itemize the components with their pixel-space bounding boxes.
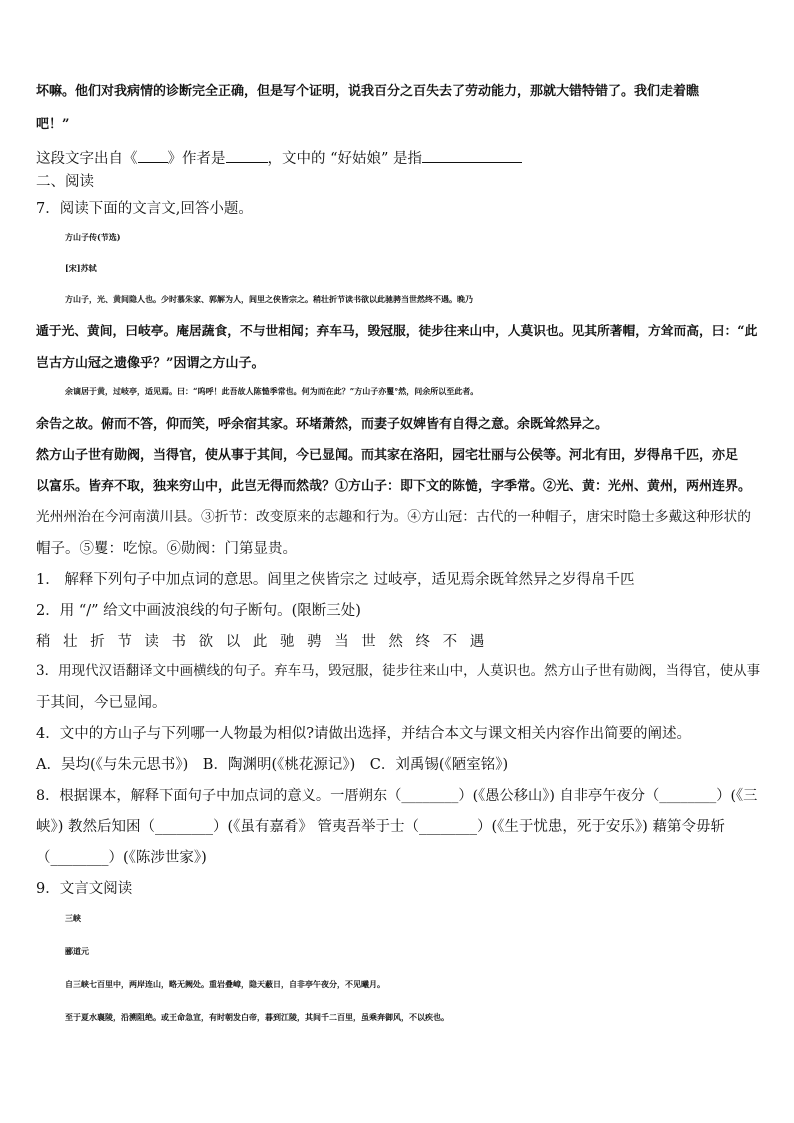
section-heading: 二、阅读: [36, 174, 94, 190]
text-line: （________）(《陈涉世家》): [36, 850, 207, 866]
question-2: 2．用 “/” 给文中画波浪线的句子断句。(限断三处): [36, 603, 361, 619]
answer-blank[interactable]: [138, 148, 168, 163]
text-line: 坏嘛。他们对我病情的诊断完全正确，但是写个证明，说我百分之百失去了劳动能力，那就大错特错了。我们走着瞧: [36, 84, 700, 99]
text-line: 以富乐。皆弃不取，独来穷山中，此岂无得而然哉？①方山子：即下文的陈慥，字季常。②光、黄：光州、黄州，两州连界。: [36, 479, 752, 494]
text-line: 然方山子世有勋阀，当得官，使从事于其间，今已显闻。而其家在洛阳，园宅壮丽与公侯等。河北有田，岁得帛千匹，亦足: [36, 448, 739, 463]
text-line: 于其间，今已显闻。: [36, 695, 167, 711]
sentence-to-punctuate: 稍 壮 折 节 读 书 欲 以 此 驰 骋 当 世 然 终 不 遇: [36, 634, 489, 650]
text-line: 余告之故。俯而不答，仰而笑，呼余宿其家。环堵萧然，而妻子奴婢皆有自得之意。余既耸然异之。: [36, 417, 609, 432]
text-line: 岂古方山冠之遗像乎？”因谓之方山子。: [36, 356, 265, 371]
text-line: 方山子，光、黄间隐人也。少时慕朱家、郭解为人，闾里之侠皆宗之。稍壮折节读书欲以此驰骋当世然终不遇。晚乃: [65, 294, 473, 304]
question-1: 1． 解释下列句子中加点词的意思。闾里之侠皆宗之 过岐亭，适见焉余既耸然异之岁得帛千匹: [36, 572, 635, 588]
text-line: 吧！”: [36, 117, 70, 132]
passage-author: 郦道元: [65, 946, 89, 956]
text-line: 遁于光、黄间，曰岐亭。庵居蔬食，不与世相闻；弃车马，毁冠服，徒步往来山中，人莫识也。见其所著帽，方耸而高，曰：“此: [36, 324, 758, 339]
options: A．吴均(《与朱元思书》) B．陶渊明(《桃花源记》) C．刘禹锡(《陋室铭》): [36, 757, 509, 773]
answer-blank[interactable]: [226, 148, 268, 163]
text-line: 帽子。⑤矍：吃惊。⑥勋阀：门第显贵。: [36, 541, 297, 557]
answer-blank[interactable]: [422, 148, 522, 163]
question-4: 4．文中的方山子与下列哪一人物最为相似?请做出选择，并结合本文与课文相关内容作出简要的阐述。: [36, 726, 691, 742]
question-heading: 7．阅读下面的文言文,回答小题。: [36, 201, 253, 217]
text-line: 光州州治在今河南潢川县。③折节：改变原来的志趣和行为。④方山冠：古代的一种帽子，唐宋时隐士多戴这种形状的: [36, 509, 752, 525]
question-8: 8．根据课本，解释下面句子中加点词的意义。一厝朔东（________）(《愚公移山》) 自非亭午夜分（________）(《三: [36, 788, 758, 804]
text-line: 峡》) 教然后知困（________）(《虽有嘉肴》 管夷吾举于士（________）(《生于忧患，死于安乐》) 藉第令毋斩: [36, 819, 725, 835]
text-line: 余谪居于黄，过岐亭，适见焉。曰：“呜呼！此吾故人陈慥季常也。何为而在此？”方山子亦矍°然，问余所以至此者。: [65, 386, 479, 396]
text-line: 至于夏水襄陵，沿溯阻绝。或王命急宣，有时朝发白帝，暮到江陵，其间千二百里，虽乘奔御风，不以疾也。: [65, 1012, 449, 1022]
question-3: 3．用现代汉语翻译文中画横线的句子。弃车马，毁冠服，徒步往来山中，人莫识也。然方山子世有勋阀，当得官，使从事: [36, 663, 761, 679]
passage-title: 三峡: [65, 913, 81, 923]
passage-title: 方山子传(节选): [65, 232, 121, 242]
passage-author: [宋]苏轼: [65, 263, 97, 273]
text-line: 自三峡七百里中，两岸连山，略无阙处。重岩叠嶂，隐天蔽日，自非亭午夜分，不见曦月。: [65, 979, 385, 989]
question-9: 9．文言文阅读: [36, 881, 133, 897]
fill-in-question: 这段文字出自《 》作者是 ，文中的 “好姑娘” 是指: [36, 148, 761, 167]
